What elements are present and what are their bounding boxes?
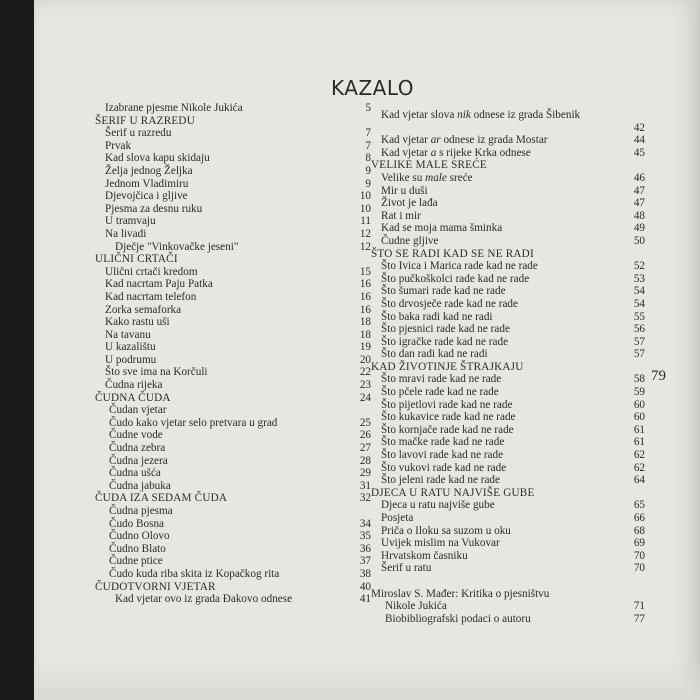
toc-entry-title: Miroslav S. Mađer: Kritika o pjesništvu [371,587,550,600]
toc-entry [371,235,645,248]
toc-entry [95,404,371,417]
toc-entry-title: Ulični crtači kredom [105,265,198,278]
toc-entry [371,474,645,487]
toc-entry [95,215,371,228]
toc-entry-page: 11 [360,215,371,228]
toc-entry [95,140,371,153]
toc-entry-title: Što sve ima na Korčuli [105,366,208,379]
toc-entry-title: Što Ivica i Marica rade kad ne rade [381,260,538,273]
toc-entry-title: Čudne gljive [381,234,439,247]
toc-entry [371,537,645,550]
toc-entry [95,555,371,568]
toc-entry-page: 55 [633,310,645,323]
toc-entry-page: 62 [633,461,645,474]
toc-entry-title: Što drvosječe rade kad ne rade [381,297,518,310]
toc-entry-title: Čudna ušća [109,467,161,480]
toc-entry-page: 49 [633,222,645,235]
toc-entry-title: Šerif u ratu [381,562,432,575]
toc-entry-title: Čudna jabuka [109,479,171,492]
toc-entry-title: Velike su male sreće [381,171,473,184]
toc-entry-title: Što kornjače rade kad ne rade [381,423,514,436]
toc-entry [371,613,645,626]
toc-entry-title: Što vukovi rade kad ne rade [381,461,507,474]
toc-entry-page: 22 [359,366,371,379]
toc-entry-page: 53 [633,272,645,285]
toc-entry-title: Kako rastu uši [105,316,170,329]
toc-entry-title: Što jeleni rade kad ne rade [381,474,500,487]
toc-entry [371,373,645,386]
toc-entry-page: 24 [359,391,371,404]
toc-entry-page: 16 [359,303,371,316]
toc-entry [371,411,645,424]
toc-entry-title: Što igračke rade kad ne rade [381,335,509,348]
toc-entry-title: Na tavanu [105,328,151,341]
toc-entry-title: Što pjesnici rade kad ne rade [381,323,510,336]
toc-entry-title: Dječje "Vinkovačke jeseni" [115,240,239,253]
toc-entry [95,505,371,518]
toc-entry-title: Čudan vjetar [109,404,167,417]
toc-entry [95,190,371,203]
toc-entry-title: Što baka radi kad ne radi [381,310,493,323]
toc-entry-title: ČUDOTVORNI VJETAR [95,580,216,593]
toc-section-heading [371,487,645,500]
toc-entry [371,424,645,437]
toc-entry [95,316,371,329]
toc-entry-page: 7 [365,139,371,152]
toc-entry [95,379,371,392]
toc-entry-page: 58 [633,373,645,386]
toc-left-column [95,102,371,606]
toc-entry [371,525,645,538]
toc-entry [371,185,645,198]
toc-entry-page: 71 [633,600,645,613]
toc-entry-page: 52 [633,260,645,273]
toc-entry-page: 50 [633,234,645,247]
toc-entry [371,550,645,563]
page-number: 79 [651,368,666,384]
toc-entry [95,102,371,115]
toc-entry [95,442,371,455]
toc-entry-page: 69 [633,537,645,550]
toc-entry-page: 38 [359,567,371,580]
toc-entry [95,593,371,606]
toc-entry [371,311,645,324]
toc-entry [95,127,371,140]
toc-entry-page: 34 [359,517,371,530]
toc-entry-title: Čudna pjesma [109,505,173,517]
toc-entry [371,122,645,135]
toc-entry-page: 48 [633,209,645,222]
toc-entry-page: 27 [359,442,371,455]
toc-entry-title: Šerif u razredu [105,127,172,140]
toc-entry-page: 62 [633,449,645,462]
toc-section-heading [371,159,645,172]
toc-entry [371,210,645,223]
toc-section-heading [95,392,371,405]
toc-entry-page: 66 [633,512,645,524]
toc-entry [95,417,371,430]
toc-entry-title: ČUDNA ČUDA [95,391,171,404]
toc-entry-title: U podrumu [105,353,157,366]
toc-entry [371,323,645,336]
toc-entry-title: Kad vjetar slova nik odnese iz grada Šibenik [381,109,581,121]
toc-entry-page: 31 [359,479,371,492]
toc-entry-page: 20 [359,353,371,366]
toc-entry [371,260,645,273]
toc-entry [371,588,645,601]
toc-entry-title: VELIKE MALE SREĆE [371,159,487,172]
toc-entry-page: 35 [359,530,371,543]
toc-entry-page: 44 [633,134,645,147]
toc-entry-page: 32 [359,492,371,505]
toc-entry [371,147,645,160]
toc-entry-page: 25 [359,416,371,429]
toc-entry-page: 29 [359,467,371,480]
toc-entry-page: 18 [359,328,371,341]
toc-entry-page: 18 [359,316,371,329]
toc-entry-title: Kad se moja mama šminka [381,222,503,235]
toc-entry-page: 36 [359,542,371,555]
toc-entry-page: 23 [359,379,371,392]
toc-entry-title: Jednom Vladimiru [105,177,189,190]
toc-entry [95,203,371,216]
toc-entry-title: Uvijek mislim na Vukovar [381,537,500,550]
toc-entry [95,152,371,165]
toc-entry-title: Čudo kuda riba skita iz Kopačkog rita [109,567,280,580]
toc-entry-page: 15 [359,265,371,278]
toc-entry-title: Što lavovi rade kad ne rade [381,449,504,462]
toc-entry [371,562,645,575]
toc-entry-page: 60 [633,411,645,424]
toc-entry-title: Na livadi [105,227,147,240]
toc-entry-page: 8 [365,152,371,165]
toc-entry-title: Što pčele rade kad ne rade [381,386,499,399]
toc-entry-title: Biobibliografski podaci o autoru [385,612,531,625]
toc-entry-title: KAD ŽIVOTINJE ŠTRAJKAJU [371,360,524,373]
toc-entry-title: Čudna zebra [109,442,166,455]
toc-right-column [371,109,645,625]
toc-entry [371,222,645,235]
toc-entry [95,518,371,531]
toc-entry-page: 19 [359,341,371,354]
toc-entry-title: ČUDA IZA SEDAM ČUDA [95,492,228,505]
toc-entry-title: Želja jednog Željka [105,164,193,177]
toc-entry [371,575,645,588]
toc-entry [371,134,645,147]
toc-section-heading [95,492,371,505]
toc-entry [371,172,645,185]
toc-entry [371,109,645,122]
toc-entry-page: 64 [633,474,645,487]
toc-entry-page: 70 [633,549,645,562]
toc-entry [371,386,645,399]
toc-section-heading [371,248,645,261]
toc-entry-title: U tramvaju [105,215,156,228]
toc-entry-page: 54 [633,285,645,298]
toc-entry-title: DJECA U RATU NAJVIŠE GUBE [371,486,535,499]
toc-entry [371,197,645,210]
toc-section-heading [95,115,371,128]
toc-entry-page: 41 [359,593,371,606]
toc-section-heading [95,581,371,594]
toc-entry-page: 59 [633,386,645,399]
toc-entry-title: Nikole Jukića [385,600,447,613]
toc-entry-page: 9 [365,177,371,190]
toc-section-heading [95,253,371,266]
toc-entry [95,341,371,354]
toc-entry-title: ŠTO SE RADI KAD SE NE RADI [371,247,534,260]
toc-entry-page: 45 [633,146,645,159]
toc-entry-page: 57 [633,348,645,361]
toc-entry-title: Što dan radi kad ne radi [381,348,488,361]
toc-entry [95,467,371,480]
toc-entry-title: Što šumari rade kad ne rade [381,285,506,298]
toc-entry [95,480,371,493]
toc-entry [95,329,371,342]
toc-entry-title: ŠERIF U RAZREDU [95,114,195,127]
toc-entry-title: ULIČNI CRTAČI [95,253,178,266]
toc-entry [371,285,645,298]
toc-entry-page: 16 [359,290,371,303]
toc-entry [371,449,645,462]
toc-entry-page: 47 [633,184,645,197]
toc-entry-page: 54 [633,297,645,310]
toc-entry-page: 70 [633,562,645,575]
toc-entry [95,354,371,367]
toc-entry [95,266,371,279]
toc-entry-title: Hrvatskom časniku [381,549,468,562]
toc-entry [371,512,645,525]
toc-entry-title: U kazalištu [105,341,156,354]
toc-entry-title: Što pijetlovi rade kad ne rade [381,398,513,411]
toc-entry [371,298,645,311]
toc-entry-page: 26 [359,429,371,442]
toc-entry-page: 60 [633,398,645,411]
toc-entry-page: 57 [633,335,645,348]
toc-entry [95,455,371,468]
toc-entry [371,499,645,512]
toc-entry-title: Kad nacrtam Paju Patka [105,278,213,291]
toc-entry-title: Čudna rijeka [105,379,163,392]
toc-entry-page: 10 [359,190,371,203]
toc-entry-title: Čudne vode [109,429,163,442]
toc-section-heading [371,361,645,374]
toc-entry-title: Što mačke rade kad ne rade [381,436,505,449]
toc-entry-title: Što mravi rade kad ne rade [381,373,502,386]
toc-entry-title: Pjesma za desnu ruku [105,202,203,215]
toc-entry-page: 16 [359,278,371,291]
toc-entry-page: 12 [359,227,371,240]
toc-entry-title: Kad vjetar a s rijeke Krka odnese [381,146,531,159]
toc-entry-title: Što kukavice rade kad ne rade [381,411,516,424]
toc-entry [95,429,371,442]
toc-entry-title: Prvak [105,139,132,152]
toc-entry-title: Čudno Blato [109,542,166,555]
toc-entry [95,291,371,304]
toc-entry-title: Kad vjetar ovo iz grada Đakovo odnese [115,593,293,606]
toc-entry-page: 61 [633,436,645,449]
toc-entry-title: Izabrane pjesme Nikole Jukića [105,102,243,114]
toc-entry [371,436,645,449]
toc-entry [371,399,645,412]
book-page [34,0,700,700]
toc-entry-page: 56 [633,323,645,336]
toc-entry [371,336,645,349]
toc-entry [95,304,371,317]
page-title: KAZALO [331,76,414,100]
toc-entry-title: Kad slova kapu skidaju [105,152,210,165]
toc-entry-page: 10 [359,202,371,215]
toc-entry [95,165,371,178]
toc-entry-title: Posjeta [381,512,414,524]
toc-entry [95,278,371,291]
toc-entry-title: Mir u duši [381,184,428,197]
toc-entry-page: 42 [633,121,645,134]
toc-entry [95,568,371,581]
toc-entry-page: 5 [365,102,371,114]
toc-entry [95,178,371,191]
toc-entry-page: 46 [633,171,645,184]
toc-entry-title: Čudne ptice [109,555,163,568]
toc-entry-title: Djevojčica i gljive [105,190,188,203]
toc-entry-page: 61 [633,423,645,436]
toc-entry-title: Čudno Olovo [109,530,170,543]
toc-entry [371,273,645,286]
toc-entry [95,241,371,254]
toc-entry-title: Čudna jezera [109,454,168,467]
toc-entry-title: Život je lađa [381,197,438,210]
toc-entry-title: Rat i mir [381,209,421,222]
toc-entry [371,462,645,475]
toc-entry-title: Kad vjetar ar odnese iz grada Mostar [381,134,548,147]
toc-entry [95,543,371,556]
toc-entry-title: Kad nacrtam telefon [105,290,197,303]
toc-entry-title: Čudo kako vjetar selo pretvara u grad [109,416,278,429]
toc-entry-page: 65 [633,499,645,512]
toc-entry-page: 12 [359,240,371,253]
toc-entry-title: Čudo Bosna [109,517,165,530]
toc-entry-title: Što pučkoškolci rade kad ne rade [381,272,530,285]
toc-entry-title: Priča o Iloku sa suzom u oku [381,524,511,537]
toc-entry [95,366,371,379]
toc-entry-page: 37 [359,555,371,568]
toc-entry [95,530,371,543]
toc-entry-page: 28 [359,454,371,467]
toc-entry [371,348,645,361]
toc-entry-page: 9 [365,164,371,177]
toc-entry-title: Djeca u ratu najviše gube [381,499,495,512]
toc-entry [371,600,645,613]
toc-entry-page: 40 [359,580,371,593]
toc-entry-page: 77 [633,612,645,625]
toc-entry-page: 68 [633,524,645,537]
toc-entry-page: 7 [365,127,371,140]
toc-entry-page: 47 [633,197,645,210]
toc-entry-title: Zorka semaforka [105,303,182,316]
toc-entry [95,228,371,241]
